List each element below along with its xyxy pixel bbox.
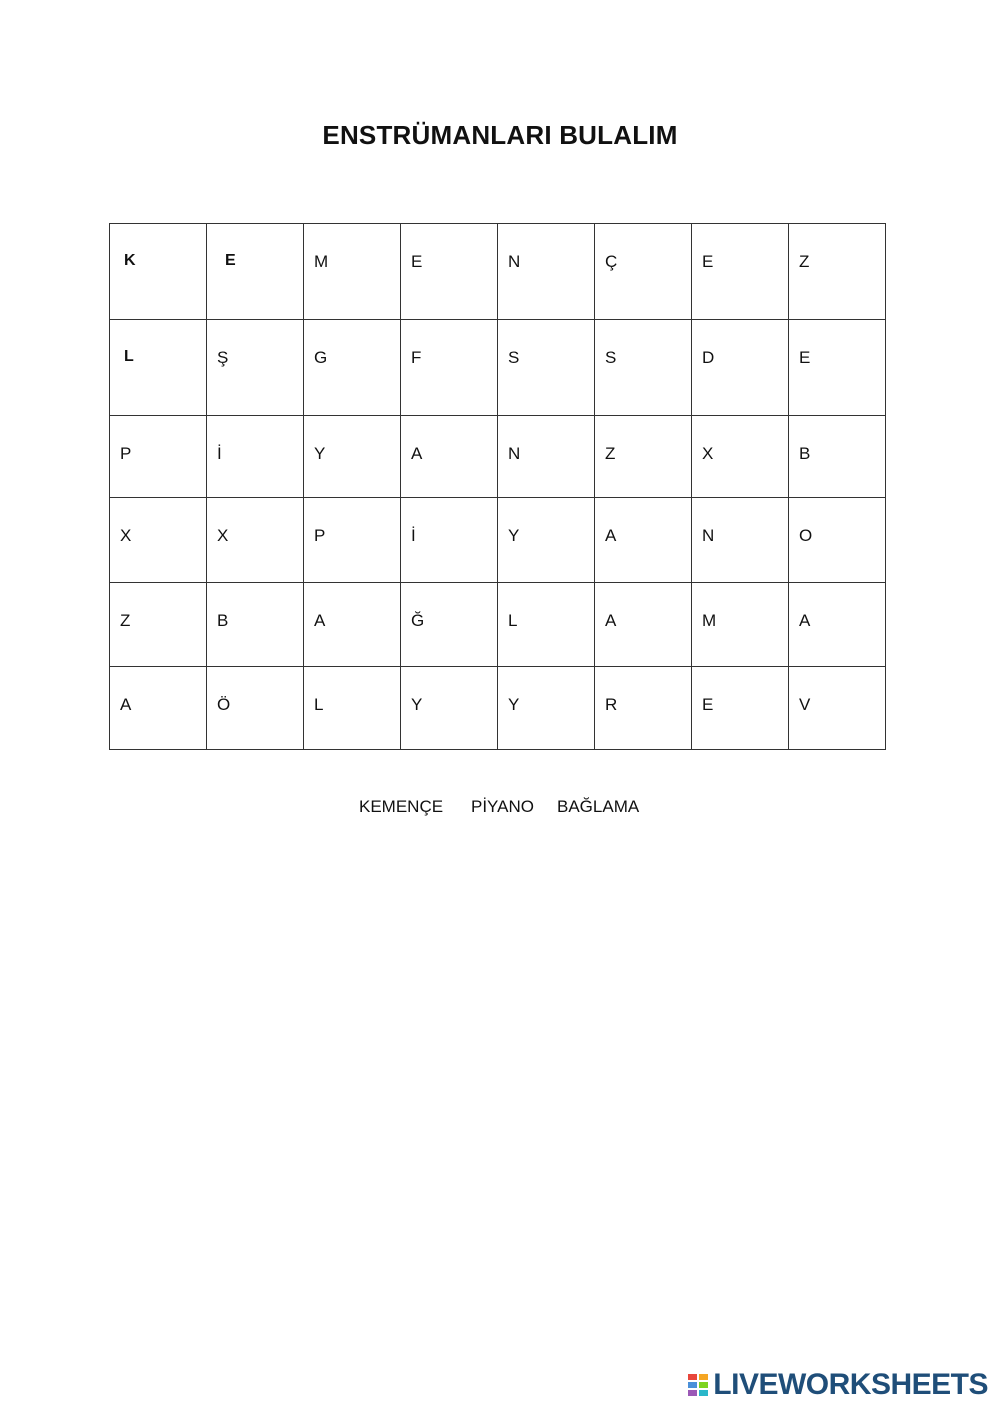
- logo-square: [699, 1390, 708, 1396]
- grid-letter: E: [702, 252, 714, 271]
- grid-letter: R: [605, 695, 618, 714]
- grid-cell[interactable]: [692, 416, 789, 498]
- grid-cell[interactable]: [110, 583, 207, 667]
- grid-letter: L: [508, 611, 518, 630]
- grid-letter: Z: [605, 444, 616, 463]
- grid-letter: B: [217, 611, 229, 630]
- grid-cell[interactable]: [304, 583, 401, 667]
- word-item: PİYANO: [471, 797, 534, 816]
- grid-letter: A: [314, 611, 326, 630]
- grid-cell[interactable]: [692, 224, 789, 320]
- grid-letter: M: [314, 252, 329, 271]
- grid-cell[interactable]: [110, 416, 207, 498]
- grid-cell[interactable]: [498, 320, 595, 416]
- grid-letter: Ç: [605, 252, 618, 271]
- grid-cell[interactable]: [207, 667, 304, 750]
- grid-letter: X: [702, 444, 714, 463]
- grid-letter: E: [702, 695, 714, 714]
- grid-letter: Y: [508, 526, 520, 545]
- grid-cell[interactable]: [498, 498, 595, 583]
- grid-cell[interactable]: [595, 224, 692, 320]
- grid-letter: F: [411, 348, 422, 367]
- grid-cell[interactable]: [401, 583, 498, 667]
- grid-cell[interactable]: [789, 416, 886, 498]
- grid-cell[interactable]: [692, 583, 789, 667]
- grid-cell[interactable]: [789, 320, 886, 416]
- grid-cell[interactable]: [401, 416, 498, 498]
- grid-cell[interactable]: [498, 224, 595, 320]
- brand-name: LIVEWORKSHEETS: [713, 1368, 988, 1401]
- grid-cell[interactable]: [304, 224, 401, 320]
- grid-cell[interactable]: [692, 667, 789, 750]
- grid-letter: Z: [799, 252, 810, 271]
- grid-letter: Y: [508, 695, 520, 714]
- grid-letter: Z: [120, 611, 131, 630]
- grid-letter: İ: [411, 526, 416, 545]
- grid-letter: S: [508, 348, 520, 367]
- grid-letter: X: [120, 526, 132, 545]
- grid-letter: B: [799, 444, 811, 463]
- grid-cell[interactable]: [304, 667, 401, 750]
- grid-row: [110, 498, 886, 583]
- logo-square: [688, 1382, 697, 1388]
- grid-cell[interactable]: [595, 667, 692, 750]
- grid-letter: Ö: [217, 695, 231, 714]
- grid-cell[interactable]: [401, 498, 498, 583]
- word-item: KEMENÇE: [359, 797, 444, 816]
- grid-letter: K: [124, 252, 136, 269]
- word-item: BAĞLAMA: [557, 797, 640, 816]
- word-search-grid: [109, 223, 886, 750]
- grid-letter: A: [120, 695, 132, 714]
- grid-letter: X: [217, 526, 229, 545]
- grid-cell[interactable]: [595, 583, 692, 667]
- grid-cell[interactable]: [692, 320, 789, 416]
- grid-cell[interactable]: [498, 667, 595, 750]
- grid-letter: E: [225, 252, 236, 269]
- grid-cell[interactable]: [207, 498, 304, 583]
- grid-letter: S: [605, 348, 617, 367]
- grid-cell[interactable]: [207, 224, 304, 320]
- grid-letter: G: [314, 348, 328, 367]
- grid-cell[interactable]: [692, 498, 789, 583]
- logo-square: [699, 1374, 708, 1380]
- grid-cell[interactable]: [401, 667, 498, 750]
- grid-cell[interactable]: [207, 320, 304, 416]
- grid-cell[interactable]: [789, 583, 886, 667]
- grid-cell[interactable]: [401, 320, 498, 416]
- grid-row: [110, 667, 886, 750]
- grid-letter: Ğ: [411, 611, 425, 630]
- grid-cell[interactable]: [595, 498, 692, 583]
- grid-cell[interactable]: [304, 498, 401, 583]
- grid-cell[interactable]: [304, 416, 401, 498]
- grid-cell[interactable]: [207, 416, 304, 498]
- grid-letter: A: [605, 611, 617, 630]
- logo-square: [699, 1382, 708, 1388]
- grid-letter: Y: [411, 695, 423, 714]
- grid-letter: A: [605, 526, 617, 545]
- grid-row: [110, 224, 886, 320]
- logo-square: [688, 1374, 697, 1380]
- grid-cell[interactable]: [110, 498, 207, 583]
- grid-cell[interactable]: [789, 224, 886, 320]
- grid-letter: L: [314, 695, 324, 714]
- grid-letter: P: [314, 526, 326, 545]
- grid-letter: Y: [314, 444, 326, 463]
- grid-letter: A: [411, 444, 423, 463]
- grid-letter: N: [508, 252, 521, 271]
- grid-letter: E: [411, 252, 423, 271]
- grid-cell[interactable]: [498, 583, 595, 667]
- liveworksheets-icon: [687, 1373, 709, 1397]
- grid-letter: A: [799, 611, 811, 630]
- grid-letter: O: [799, 526, 813, 545]
- grid-row: [110, 416, 886, 498]
- grid-letter: N: [702, 526, 715, 545]
- grid-letter: L: [124, 348, 134, 365]
- grid-letter: E: [799, 348, 811, 367]
- logo-square: [688, 1390, 697, 1396]
- grid-letter: İ: [217, 444, 222, 463]
- grid-cell[interactable]: [789, 498, 886, 583]
- grid-cell[interactable]: [110, 667, 207, 750]
- page-title: ENSTRÜMANLARI BULALIM: [322, 120, 678, 150]
- grid-letter: P: [120, 444, 132, 463]
- grid-row: [110, 320, 886, 416]
- grid-letter: M: [702, 611, 717, 630]
- grid-cell[interactable]: [110, 224, 207, 320]
- grid-cell[interactable]: [207, 583, 304, 667]
- grid-row: [110, 583, 886, 667]
- grid-cell[interactable]: [595, 416, 692, 498]
- grid-cell[interactable]: [595, 320, 692, 416]
- grid-cell[interactable]: [110, 320, 207, 416]
- grid-cell[interactable]: [401, 224, 498, 320]
- grid-letter: V: [799, 695, 811, 714]
- liveworksheets-logo: [687, 1368, 988, 1402]
- grid-letter: N: [508, 444, 521, 463]
- grid-letter: D: [702, 348, 715, 367]
- grid-cell[interactable]: [304, 320, 401, 416]
- grid-cell[interactable]: [789, 667, 886, 750]
- grid-cell[interactable]: [498, 416, 595, 498]
- grid-letter: Ş: [217, 348, 229, 367]
